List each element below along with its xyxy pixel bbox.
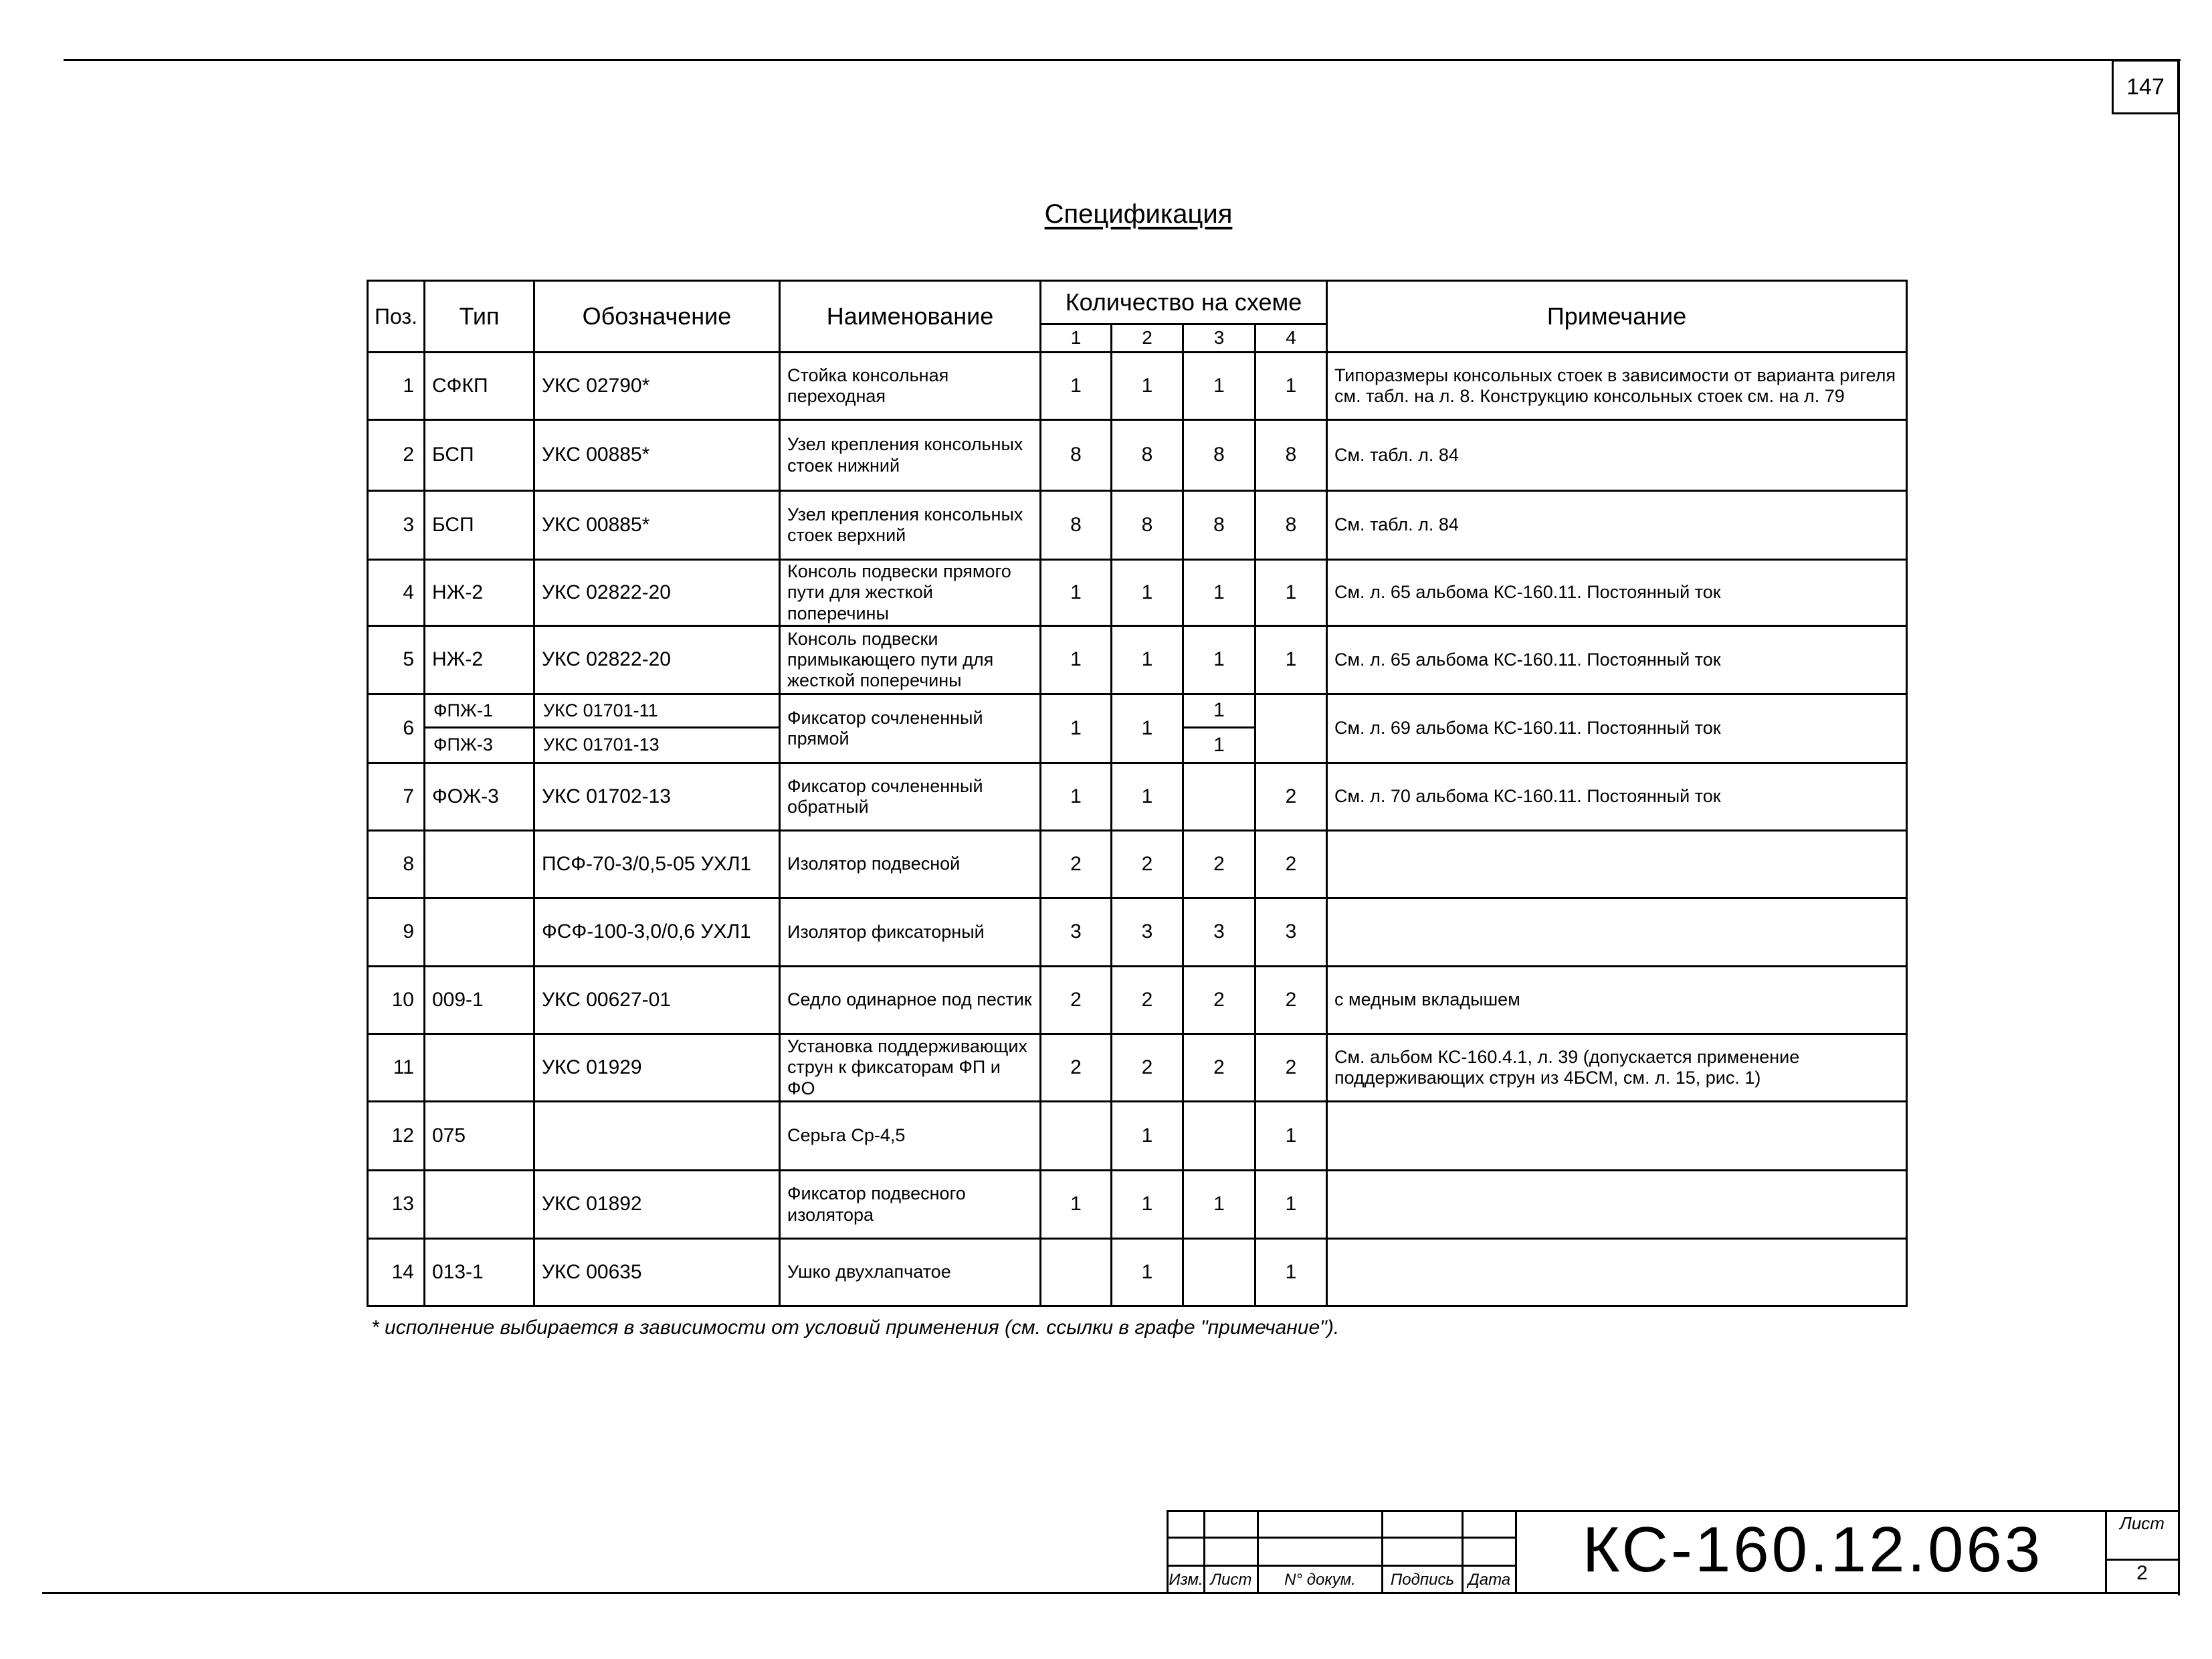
header-qty-3: 3 bbox=[1183, 324, 1255, 353]
header-qty-1: 1 bbox=[1041, 324, 1112, 353]
row-qty-1: 1 bbox=[1041, 353, 1112, 420]
row-name: Консоль подвески примыкающего пути для жесткой поперечины bbox=[780, 626, 1041, 694]
table-row bbox=[368, 967, 1907, 1034]
row-note bbox=[1327, 1102, 1907, 1171]
row-name: Установка поддерживающих струн к фиксаторам ФП и ФО bbox=[780, 1034, 1041, 1102]
row-note: См. л. 65 альбома КС-160.11. Постоянный ток bbox=[1327, 626, 1907, 694]
sheet-label: Лист bbox=[2120, 1513, 2165, 1533]
row-qty-2: 2 bbox=[1112, 1034, 1183, 1102]
row-type: 075 bbox=[425, 1102, 534, 1171]
row-qty-2: 1 bbox=[1112, 763, 1183, 831]
row-qty-2: 1 bbox=[1112, 694, 1183, 763]
row-type: БСП bbox=[425, 420, 534, 491]
row-qty-4: 2 bbox=[1255, 831, 1327, 898]
row-type: ФПЖ-3 bbox=[425, 728, 534, 763]
footnote: * исполнение выбирается в зависимости от условий применения (см. ссылки в графе "примечание"). bbox=[371, 1316, 1340, 1339]
row-qty-2: 8 bbox=[1112, 491, 1183, 560]
row-qty-2: 1 bbox=[1112, 1171, 1183, 1239]
row-qty-1: 1 bbox=[1041, 1171, 1112, 1239]
row-note: с медным вкладышем bbox=[1327, 967, 1907, 1034]
row-qty-1 bbox=[1041, 1239, 1112, 1306]
row-designation: УКС 01701-13 bbox=[534, 728, 780, 763]
page-number: 147 bbox=[2112, 60, 2179, 114]
row-qty-1: 1 bbox=[1041, 763, 1112, 831]
row-qty-1: 8 bbox=[1041, 420, 1112, 491]
row-designation: УКС 01892 bbox=[534, 1171, 780, 1239]
row-pos: 7 bbox=[368, 763, 425, 831]
header-qty-4: 4 bbox=[1255, 324, 1327, 353]
row-name: Стойка консольная переходная bbox=[780, 353, 1041, 420]
row-note bbox=[1327, 898, 1907, 967]
row-qty-1: 2 bbox=[1041, 831, 1112, 898]
row-qty-3: 8 bbox=[1183, 420, 1255, 491]
header-note: Примечание bbox=[1327, 281, 1907, 353]
row-qty-2: 8 bbox=[1112, 420, 1183, 491]
sheet-number: 2 bbox=[2136, 1562, 2148, 1584]
row-qty-2: 1 bbox=[1112, 1102, 1183, 1171]
row-type: ФПЖ-1 bbox=[425, 694, 534, 728]
sheet-box-divider bbox=[2105, 1559, 2179, 1561]
row-qty-1: 8 bbox=[1041, 491, 1112, 560]
row-qty-1: 3 bbox=[1041, 898, 1112, 967]
row-pos: 13 bbox=[368, 1171, 425, 1239]
row-qty-3: 2 bbox=[1183, 831, 1255, 898]
row-note: Типоразмеры консольных стоек в зависимости от варианта ригеля см. табл. на л. 8. Конструкцию консольных стоек см. на л. 79 bbox=[1327, 353, 1907, 420]
row-note bbox=[1327, 1171, 1907, 1239]
title-block-col-line bbox=[1515, 1510, 1517, 1594]
row-pos: 14 bbox=[368, 1239, 425, 1306]
row-pos: 10 bbox=[368, 967, 425, 1034]
row-name: Серьга Ср-4,5 bbox=[780, 1102, 1041, 1171]
title-block-top-line bbox=[1167, 1510, 2179, 1512]
row-qty-1: 2 bbox=[1041, 967, 1112, 1034]
row-pos: 12 bbox=[368, 1102, 425, 1171]
row-designation: УКС 01702-13 bbox=[534, 763, 780, 831]
row-qty-3: 1 bbox=[1183, 626, 1255, 694]
row-type: НЖ-2 bbox=[425, 560, 534, 626]
row-pos: 9 bbox=[368, 898, 425, 967]
table-row bbox=[368, 763, 1907, 831]
table-row bbox=[368, 1239, 1907, 1306]
row-note: См. табл. л. 84 bbox=[1327, 420, 1907, 491]
table-row bbox=[368, 1102, 1907, 1171]
row-type bbox=[425, 1171, 534, 1239]
table-row bbox=[368, 420, 1907, 491]
row-qty-4: 1 bbox=[1255, 1171, 1327, 1239]
table-row bbox=[368, 1171, 1907, 1239]
row-qty-4: 1 bbox=[1255, 1102, 1327, 1171]
row-qty-2: 2 bbox=[1112, 967, 1183, 1034]
row-type bbox=[425, 831, 534, 898]
row-qty-2: 1 bbox=[1112, 560, 1183, 626]
row-qty-4: 2 bbox=[1255, 763, 1327, 831]
row-qty-3: 1 bbox=[1183, 694, 1255, 728]
row-qty-4: 8 bbox=[1255, 420, 1327, 491]
row-type: 013-1 bbox=[425, 1239, 534, 1306]
row-pos: 11 bbox=[368, 1034, 425, 1102]
header-qty-group: Количество на схеме bbox=[1041, 281, 1327, 324]
row-qty-2: 1 bbox=[1112, 626, 1183, 694]
label-date: Дата bbox=[1468, 1571, 1511, 1589]
specification-table bbox=[367, 280, 1908, 1307]
row-qty-4: 2 bbox=[1255, 967, 1327, 1034]
row-pos: 5 bbox=[368, 626, 425, 694]
row-pos: 4 bbox=[368, 560, 425, 626]
row-name: Узел крепления консольных стоек нижний bbox=[780, 420, 1041, 491]
row-name: Фиксатор сочлененный обратный bbox=[780, 763, 1041, 831]
header-pos: Поз. bbox=[368, 281, 425, 353]
row-name: Седло одинарное под пестик bbox=[780, 967, 1041, 1034]
row-designation: УКС 00635 bbox=[534, 1239, 780, 1306]
row-designation: УКС 00627-01 bbox=[534, 967, 780, 1034]
row-designation: УКС 01701-11 bbox=[534, 694, 780, 728]
row-designation: УКС 00885* bbox=[534, 491, 780, 560]
row-qty-3 bbox=[1183, 1102, 1255, 1171]
table-row bbox=[368, 560, 1907, 626]
row-qty-3: 2 bbox=[1183, 1034, 1255, 1102]
label-list: Лист bbox=[1210, 1571, 1252, 1589]
row-note: См. л. 65 альбома КС-160.11. Постоянный ток bbox=[1327, 560, 1907, 626]
row-designation: УКС 01929 bbox=[534, 1034, 780, 1102]
row-qty-3: 1 bbox=[1183, 728, 1255, 763]
row-designation: ПСФ-70-3/0,5-05 УХЛ1 bbox=[534, 831, 780, 898]
row-qty-4: 8 bbox=[1255, 491, 1327, 560]
row-type: 009-1 bbox=[425, 967, 534, 1034]
row-name: Консоль подвески прямого пути для жесткой поперечины bbox=[780, 560, 1041, 626]
row-pos: 8 bbox=[368, 831, 425, 898]
row-qty-1: 1 bbox=[1041, 694, 1112, 763]
table-row bbox=[368, 491, 1907, 560]
frame-top-line bbox=[64, 59, 2181, 61]
row-note: См. л. 69 альбома КС-160.11. Постоянный ток bbox=[1327, 694, 1907, 763]
row-qty-3 bbox=[1183, 1239, 1255, 1306]
row-designation: УКС 02822-20 bbox=[534, 560, 780, 626]
row-qty-4: 1 bbox=[1255, 560, 1327, 626]
header-qty-2: 2 bbox=[1112, 324, 1183, 353]
row-qty-3: 3 bbox=[1183, 898, 1255, 967]
row-designation: УКС 00885* bbox=[534, 420, 780, 491]
row-qty-1: 1 bbox=[1041, 626, 1112, 694]
specification-body bbox=[368, 353, 1907, 1306]
row-note bbox=[1327, 831, 1907, 898]
row-qty-4: 3 bbox=[1255, 898, 1327, 967]
header-designation: Обозначение bbox=[534, 281, 780, 353]
row-designation: УКС 02790* bbox=[534, 353, 780, 420]
row-pos: 6 bbox=[368, 694, 425, 763]
header-type: Тип bbox=[425, 281, 534, 353]
table-row bbox=[368, 626, 1907, 694]
row-qty-1: 1 bbox=[1041, 560, 1112, 626]
document-code: КС-160.12.063 bbox=[1582, 1514, 2043, 1585]
row-qty-4 bbox=[1255, 694, 1327, 763]
row-note: См. альбом КС-160.4.1, л. 39 (допускается применение поддерживающих струн из 4БСМ, см. л. 15, рис. 1) bbox=[1327, 1034, 1907, 1102]
row-qty-4: 1 bbox=[1255, 353, 1327, 420]
row-qty-2: 1 bbox=[1112, 353, 1183, 420]
row-qty-3: 1 bbox=[1183, 560, 1255, 626]
row-designation bbox=[534, 1102, 780, 1171]
table-row bbox=[368, 1034, 1907, 1102]
row-qty-3: 8 bbox=[1183, 491, 1255, 560]
page-title: Спецификация bbox=[1044, 199, 1233, 229]
row-qty-1 bbox=[1041, 1102, 1112, 1171]
row-type: НЖ-2 bbox=[425, 626, 534, 694]
row-type: ФОЖ-3 bbox=[425, 763, 534, 831]
row-note: См. л. 70 альбома КС-160.11. Постоянный ток bbox=[1327, 763, 1907, 831]
table-row bbox=[368, 353, 1907, 420]
header-name: Наименование bbox=[780, 281, 1041, 353]
row-designation: ФСФ-100-3,0/0,6 УХЛ1 bbox=[534, 898, 780, 967]
row-type: СФКП bbox=[425, 353, 534, 420]
row-name: Изолятор подвесной bbox=[780, 831, 1041, 898]
row-note: См. табл. л. 84 bbox=[1327, 491, 1907, 560]
row-type bbox=[425, 1034, 534, 1102]
label-doc-number: N° докум. bbox=[1284, 1571, 1356, 1589]
label-signature: Подпись bbox=[1390, 1571, 1455, 1589]
row-qty-4: 1 bbox=[1255, 626, 1327, 694]
row-qty-3 bbox=[1183, 763, 1255, 831]
row-qty-3: 1 bbox=[1183, 1171, 1255, 1239]
row-name: Изолятор фиксаторный bbox=[780, 898, 1041, 967]
row-qty-4: 1 bbox=[1255, 1239, 1327, 1306]
row-pos: 1 bbox=[368, 353, 425, 420]
row-name: Узел крепления консольных стоек верхний bbox=[780, 491, 1041, 560]
row-qty-4: 2 bbox=[1255, 1034, 1327, 1102]
row-note bbox=[1327, 1239, 1907, 1306]
row-name: Фиксатор сочлененный прямой bbox=[780, 694, 1041, 763]
table-row bbox=[368, 694, 1907, 728]
row-qty-2: 2 bbox=[1112, 831, 1183, 898]
row-type: БСП bbox=[425, 491, 534, 560]
row-pos: 3 bbox=[368, 491, 425, 560]
frame-right-line bbox=[2178, 59, 2180, 1595]
row-qty-1: 2 bbox=[1041, 1034, 1112, 1102]
label-izm: Изм. bbox=[1169, 1571, 1203, 1589]
row-qty-2: 1 bbox=[1112, 1239, 1183, 1306]
row-type bbox=[425, 898, 534, 967]
row-qty-3: 2 bbox=[1183, 967, 1255, 1034]
table-row bbox=[368, 898, 1907, 967]
row-qty-3: 1 bbox=[1183, 353, 1255, 420]
table-row bbox=[368, 831, 1907, 898]
row-name: Ушко двухлапчатое bbox=[780, 1239, 1041, 1306]
row-name: Фиксатор подвесного изолятора bbox=[780, 1171, 1041, 1239]
row-qty-2: 3 bbox=[1112, 898, 1183, 967]
row-designation: УКС 02822-20 bbox=[534, 626, 780, 694]
row-pos: 2 bbox=[368, 420, 425, 491]
